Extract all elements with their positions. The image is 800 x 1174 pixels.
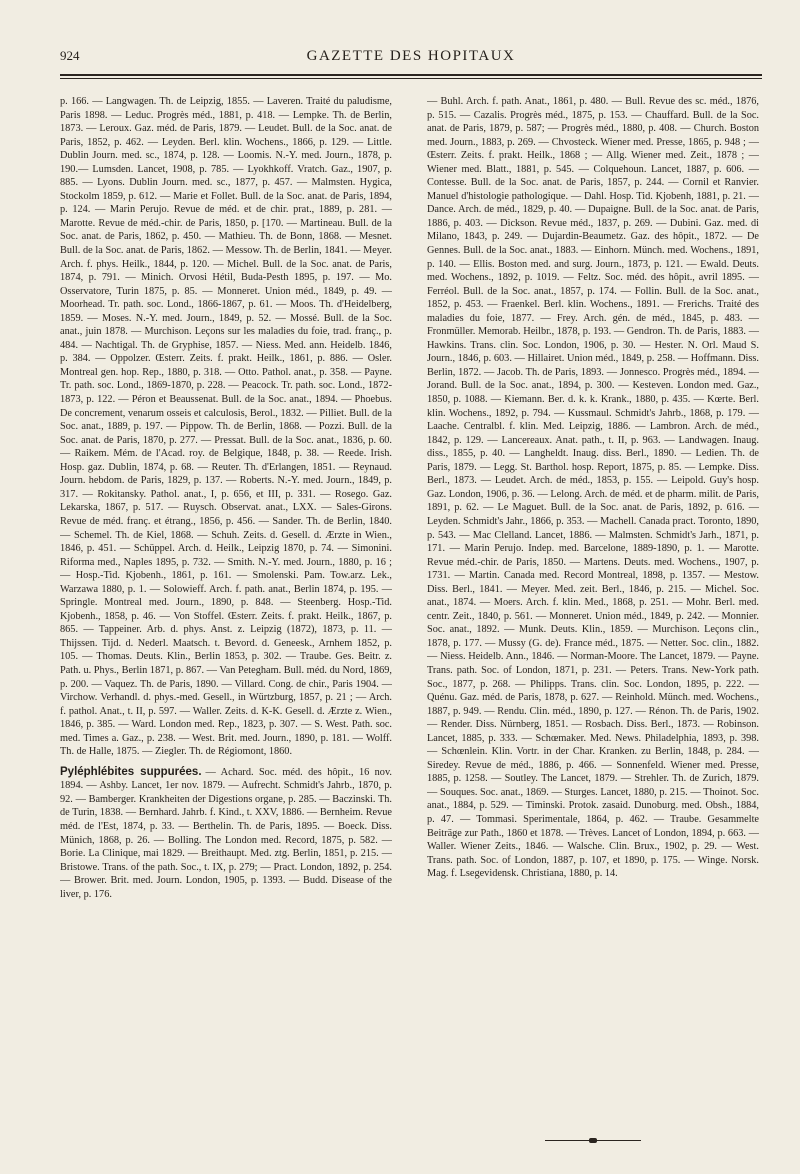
bibliography-section	[60, 766, 392, 901]
page-number: 924	[60, 48, 80, 63]
header-rule-thick	[60, 74, 762, 76]
bibliography-paragraph: p. 166. — Langwagen. Th. de Leipzig, 1855. — Laveren. Traité du paludisme, Paris 1898. — Leduc. Progrès méd., 1881, p. 418. — Lempke. Th. de Berlin, 1873. — Leroux. Gaz. méd. de Paris, 1879. — Leudet. Bull. de la Soc. anat. de Paris, 1852, p. 462. — Leyden. Berl. klin. Wochens., 1866, p. 129. — Little. Dublin Journ. med. sc., 1874, p. 128. — Loomis. N.-Y. med. Journ., 1878, p. 190.— Lumsden. Lancet, 1908, p. 785. — Lyokhkoff. Vratch. Gaz., 1907, p. 885. — Lyons. Dublin Journ. med. sc., 1877, p. 457. — Malmsten. Hygica, Stockolm 1859, p. 612. — Marie et Follet. Bull. de la Soc. anat. de Paris, 1894, p. 124. — Marin Peruјo. Revue de méd. et de chir. prat., 1889, p. 281. — Marotte. Revue de méd.-chir. de Paris, 1850, p. [170. — Martineau. Bull. de la Soc. anat. de Paris, 1862, p. 450. — Mathieu. Th. de Bonn, 1868. — Mesnet. Bull. de la Soc. anat. de Paris, 1862. — Messow. Th. de Berlin, 1841. — Meyer. Arch. f. phys. Heilk., 1844, p. 120. — Michel. Bull. de la Soc. anat. de Paris, 1874, p. 791. — Minich. Orvosi Hétil, Buda-Pesth 1895, p. 197. — Mo. Osservatore, Turin 1875, p. 85. — Monneret. Union méd., 1849, p. 49. — Moorhead. Tr. path. soc. Lond., 1866-1867, p. 61. — Moos. Th. d'Heidelberg, 1859. — Moses. N.-Y. med. Journ., 1849, p. 52. — Mossé. Bull. de la Soc. anat., juin 1878. — Murchison. Leçons sur les maladies du foie, trad. franç., p. 484. — Nachtigal. Th. de Gryphise, 1857. — Niess. Med. ann. Heidelb. 1846, p. 384. — Oppolzer. Œsterr. Zeits. f. prakt. Heilk., 1861, p. 886. — Osler. Montreal gen. hop. Rep., 1880, p. 318. — Otto. Pathol. anat., p. 358. — Payne. Tr. path. soc. Lond., 1869-1870, p. 228. — Peacock. Tr. path. soc. Lond., 1872-1873, p. 122. — Péron et Beaussenat. Bull. de la Soc. anat., 1894. — Phoebus. De concrement, venarum osseis et calculosis, Berol., 1832. — Pilliet. Bull. de la Soc. anat., 1889, p. 197. — Pippow. Th. de Berlin, 1868. — Pozzi. Bull. de la Soc. anat. de Paris, 1870, p. 277. — Pressat. Bull. de la Soc. anat., 1836, p. 60. — Raikem. Mém. de l'Acad. roy. de Belgique, 1848, p. 38. — Reede. Irish. Hosp. gaz. Dublin, 1874, p. 68. — Reuter. Th. d'Erlangen, 1851. — Reynaud. Journ. hebdom. de Paris, 1829, p. 137. — Roberts. N.-Y. med. Journ., 1849, p. 317. — Rokitansky. Pathol. anat., I, p. 656, et III, p. 331. — Rosego. Gaz. Lekarska, 1867, p. 517. — Ruysch. Observat. anat., LXX. — Sales-Girons. Revue de méd. franç. et étrang., 1856, p. 456. — Sander. Th. de Berlin, 1840. — Schemel. Th. de Kiel, 1868. — Schuh. Zeits. d. Gesell. d. Ærzte in Wien., 1846, p. 451. — Schüppel. Arch. d. Heilk., Leipzig 1870, p. 74. — Simonini. Riforma med., Naples 1895, p. 732. — Smith. N.-Y. med. Journ., 1880, p. 16 ; — Hosp.-Tid. Kjobenh., 1861, p. 161. — Smolenski. Pam. Tow.arz. Lek., Warzawa 1880, p. 1. — Solowieff. Arch. f. path. anat., Berlin 1874, p. 195. — Springle. Montreal med. Journ., 1890, p. 848. — Steenberg. Hosp.-Tid. Kjobenh., 1858, p. 46. — Von Stoffel. Œsterr. Zeits. f. prakt. Heilk., 1867, p. 865. — Tappeiner. Arb. d. phys. Anst. z. Leipzig (1872), 1873, p. 11. — Thijssen. Tijd. d. Nederl. Maatsch. t. Bevord. d. Geneesk., Arnhem 1852, p. 105. — Thomas. Deuts. Klin., Berlin 1853, p. 302. — Traube. Ges. Beitr. z. Path. u. Phys., Berlin 1871, p. 867. — Van Petegham. Bull. méd. du Nord, 1869, p. 200. — Vaquez. Th. de Paris, 1890. — Villard. Cong. de chir., Paris 1904. — Virchow. Verhandl. d. phys.-med. Gesell., in Würtzburg, 1857, p. 21 ; — Arch. f. pathol. Anat., t. II, p. 597. — Waller. Zeits. d. K-K. Gesell. d. Ærzte z. Wien., 1846, p. 385. — Ward. London med. Rep., 1823, p. 307. — S. West. Path. soc. med. Times a. Gaz., p. 238. — West. Brit. med. Journ., 1890, p. 181. — Wolff. Th. de Halle, 1875. — Ziegler. Th. de Régiomont, 1860.	[60, 96, 392, 758]
header-rule-thin	[60, 78, 762, 79]
end-ornament-dot	[589, 1138, 597, 1143]
page-header	[60, 48, 762, 70]
left-column	[60, 95, 392, 1157]
bibliography-paragraph: — Achard. Soc. méd. des hôpit., 16 nov. 1894. — Ashby. Lancet, 1er nov. 1879. — Aufrecht. Schmidt's Jahrb., 1870, p. 92. — Bamberger. Krankheiten der Digestions organe, p. 285. — Baczinski. Th. de Turin, 1838. — Bernhard. Jahrb. f. Kind., t. XXV, 1886. — Bernheim. Revue méd. de l'Est, 1874, p. 33. — Berthelin. Th. de Paris, 1895. — Boeck. Diss. Münich, 1868, p. 26. — Bolling. The London med. Record, 1875, p. 582. — Borie. La Clinique, mai 1829. — Breithaupt. Med. ztg. Berlin, 1851, p. 215. — Bristowe. Trans. of the path. Soc., t. IX, p. 279; — Pract. London, 1892, p. 254. — Brower. Brit. med. Journ. London, 1905, p. 1393. — Budd. Disease of the liver, p. 176.	[60, 766, 392, 900]
end-ornament-rule	[545, 1139, 641, 1142]
right-column	[427, 95, 759, 1135]
bibliography-paragraph: — Buhl. Arch. f. path. Anat., 1861, p. 480. — Bull. Revue des sc. méd., 1876, p. 515. — Cazalis. Progrès méd., 1875, p. 153. — Chauffard. Bull. de la Soc. anat. de Paris, 1879, p. 587; — Progrès méd., 1880, p. 408. — Church. Boston med. Journ., 1883, p. 269. — Chvosteck. Wiener med. Presse, 1865, p. 948 ; — Œsterr. Zeits. f. prakt. Heilk., 1868 ; — Allg. Wiener med. Zeit., 1878 ; — Wiener med. Blatt., 1881, p. 545. — Colquehoun. Lancet, 1887, p. 606. — Contesse. Bull. de la Soc. anat. de Paris, 1857, p. 244. — Cornil et Ranvier. Manuel d'histologie pathologique. — Dahl. Hosp. Tid. Kjobenh, 1881, p. 21. — Dance. Arch. de méd., 1829, p. 40. — Dupaigne. Bull. de la Soc. anat. de Paris, 1886, p. 403. — Dickson. Revue méd., 1837, p. 269. — Dubini. Gaz. med. di Milano, 1843, p. 249. — Dujardin-Beaumetz. Gaz. des hôpit., 1872. — De Gennes. Bull. de la Soc. anat., 1883. — Einhorn. Münch. med. Wochens., 1891, p. 140. — Ellis. Boston med. and surg. Journ., 1873, p. 121. — Ewald. Deuts. med. Wochens., 1892, p. 1019. — Feltz. Soc. méd. des hôpit., avril 1895. — Ferréol. Bull. de la Soc. anat., 1857, p. 174. — Follin. Bull. de la Soc. anat., 1852, p. 453. — Fraenkel. Berl. klin. Wochens., 1891. — Frerichs. Traité des maladies du foie, 1877. — Frey. Arch. gén. de méd., 1845, p. 483. — Fronmüller. Memorab. Heilbr., 1878, p. 193. — Gendron. Th. de Paris, 1883. — Hawkins. Trans. clin. Soc. London, 1906, p. 30. — Hester. N. Orl. Maud S. Journ., 1846, p. 603. — Hillairet. Union méd., 1849, p. 258. — Hoffmann. Diss. Berlin, 1872. — Jacob. Th. de Paris, 1893. — Jonnesco. Progrès méd., 1894. — Jorand. Bull. de la Soc. anat., 1894, p. 300. — Kesteven. London med. Gaz., 1850, p. 1088. — Kiemann. Ber. d. k. k. Krank., 1880, p. 435. — Kœrte. Berl. klin. Wochens., 1892, p. 794. — Kussmaul. Schmidt's Jahrb., 1868, p. 179. — Laache. Centralbl. f. klin. Med. Leipzig, 1886. — Lambron. Arch. de méd., 1842, p. 129. — Lancereaux. Anat. path., t. II, p. 963. — Landwagen. Inaug. diss., 1855, p. 40. — Langheldt. Inaug. diss. Berl., 1890. — Ledien. Th. de Paris, 1879. — Legg. St. Barthol. hosp. Report, 1875, p. 85. — Lempke. Diss. Berl., 1873. — Leudet. Arch. de méd., 1853, p. 155. — Leipold. Guy's hosp. Gaz. London, 1906, p. 36. — Lelong. Arch. de méd. et de pharm. milit. de Paris, 1891, p. 62. — Le Maguet. Bull. de la Soc. anat. de Paris, 1892, p. 616. — Leyden. Schmidt's Jahr., 1866, p. 353. — Machell. Canada pract. Toronto, 1890, p. 543. — Mac Clelland. Lancet, 1886. — Malmsten. Schmidt's Jarh., 1871, p. 171. — Marin Peruјo. Indep. med. Barcelone, 1889-1890, p. 1. — Marotte. Revue méd.-chir. de Paris, 1850. — Martens. Deuts. med. Wochens., 1907, p. 1731. — Martin. Canada med. Record Montreal, 1898, p. 1357. — Mestow. Diss. Berl., 1841. — Meyer. Med. zeit. Berl., 1846, p. 215. — Michel. Soc. anat., 1874. — Moers. Arch. f. klin. Med., 1868, p. 251. — Mohr. Berl. med. centr. Zeit., 1840, p. 561. — Monneret. Union méd., 1849, p. 242. — Monnier. Soc. anat., 1892. — Munk. Deuts. Klin., 1859. — Murchison. Leçons clin., 1878, p. 177. — Mussy (G. de). France méd., 1875. — Netter. Soc. clin., 1882. — Niess. Heidelb. Ann., 1846. — Norman-Moore. The Lancet, 1879. — Payne. Trans. path. Soc. of London, 1871, p. 231. — Peters. Trans. New-York path. Soc., 1877, p. 268. — Philipps. Trans. clin. Soc. London, 1895, p. 222. — Quénu. Gaz. méd. de Paris, 1878, p. 627. — Reinhold. Münch. med. Wochens., 1887, p. 949. — Rendu. Clin. méd., 1890, p. 127. — Rénon. Th. de Paris, 1902. — Render. Diss. Nürnberg, 1851. — Rosbach. Diss. Berl., 1873. — Robinson. Lancet, 1885, p. 333. — Schœmaker. Med. News. Philadelphia, 1893, p. 398. — Schœnlein. Klin. Vortr. in der Char. Kranken. zu Berlin, 1848, p. 284. — Siredey. Revue de méd., 1886, p. 466. — Sonnenfeld. Wiener med. Presse, 1885, p. 1258. — Soutley. The Lancet, 1879. — Strehler. Th. de Zurich, 1879. — Souques. Soc. anat., 1869. — Sturges. Lancet, 1880, p. 215. — Thoinot. Soc. anat., 1884, p. 529. — Timinski. Protok. zasaid. Dunoburg. med. Obsh., 1884, p. 47. — Tommasi. Sperimentale, 1864, p. 462. — Traube. Gesammelte Beiträge zur Path., 1860 et 1878. — Trèves. Lancet of London, 1894, p. 663. — Waller. Wiener Zeits., 1846. — Walsche. Clin. Brux., 1902, p. 29. — West. Trans. path. Soc. of London, 1887, p. 107, et 1890, p. 175. — Winge. Norsk. Mag. f. Lsegevidensk. Christiana, 1880, p. 14.	[427, 96, 759, 880]
section-heading: Pyléphlébites suppurées.	[60, 765, 202, 778]
running-title: GAZETTE DES HOPITAUX	[306, 48, 516, 64]
